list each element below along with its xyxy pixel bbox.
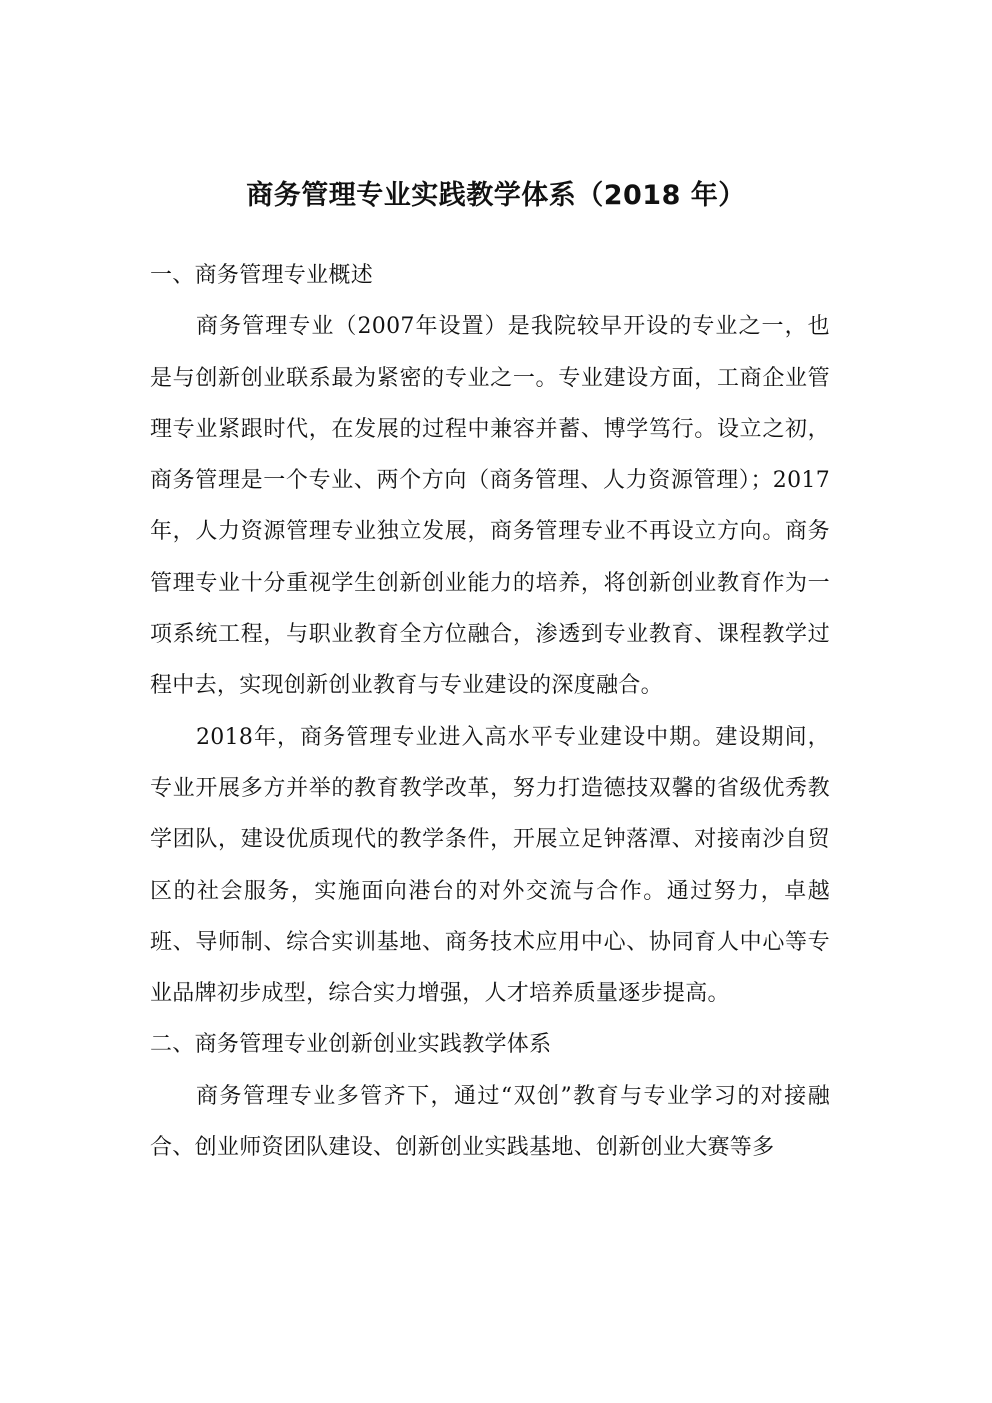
paragraph-overview-2018: 2018年，商务管理专业进入高水平专业建设中期。建设期间，专业开展多方并举的教育教学改革，努力打造德技双馨的省级优秀教学团队，建设优质现代的教学条件，开展立足钟落潭、对接南沙自贸区的社会服务，实施面向港台的对外交流与合作。通过努力，卓越班、导师制、综合实训基地、商务技术应用中心、协同育人中心等专业品牌初步成型，综合实力增强，人才培养质量逐步提高。: [150, 724, 830, 1007]
document-body: [150, 250, 830, 1173]
section-heading-overview: 一、商务管理专业概述: [150, 263, 374, 288]
section-heading-practice-system: 二、商务管理专业创新创业实践教学体系: [150, 1032, 552, 1058]
paragraph-overview-intro: 商务管理专业（2007年设置）是我院较早开设的专业之一，也是与创新创业联系最为紧密的专业之一。专业建设方面，工商企业管理专业紧跟时代，在发展的过程中兼容并蓄、博学笃行。设立之初，商务管理是一个专业、两个方向（商务管理、人力资源管理）；2017年，人力资源管理专业独立发展，商务管理专业不再设立方向。商务管理专业十分重视学生创新创业能力的培养，将创新创业教育作为一项系统工程，与职业教育全方位融合，渗透到专业教育、课程教学过程中去，实现创新创业教育与专业建设的深度融合。: [150, 314, 830, 699]
document-title: 商务管理专业实践教学体系（2018 年）: [246, 180, 746, 211]
paragraph-practice-system-intro: 商务管理专业多管齐下，通过“双创”教育与专业学习的对接融合、创业师资团队建设、创新创业实践基地、创新创业大赛等多: [150, 1083, 830, 1161]
